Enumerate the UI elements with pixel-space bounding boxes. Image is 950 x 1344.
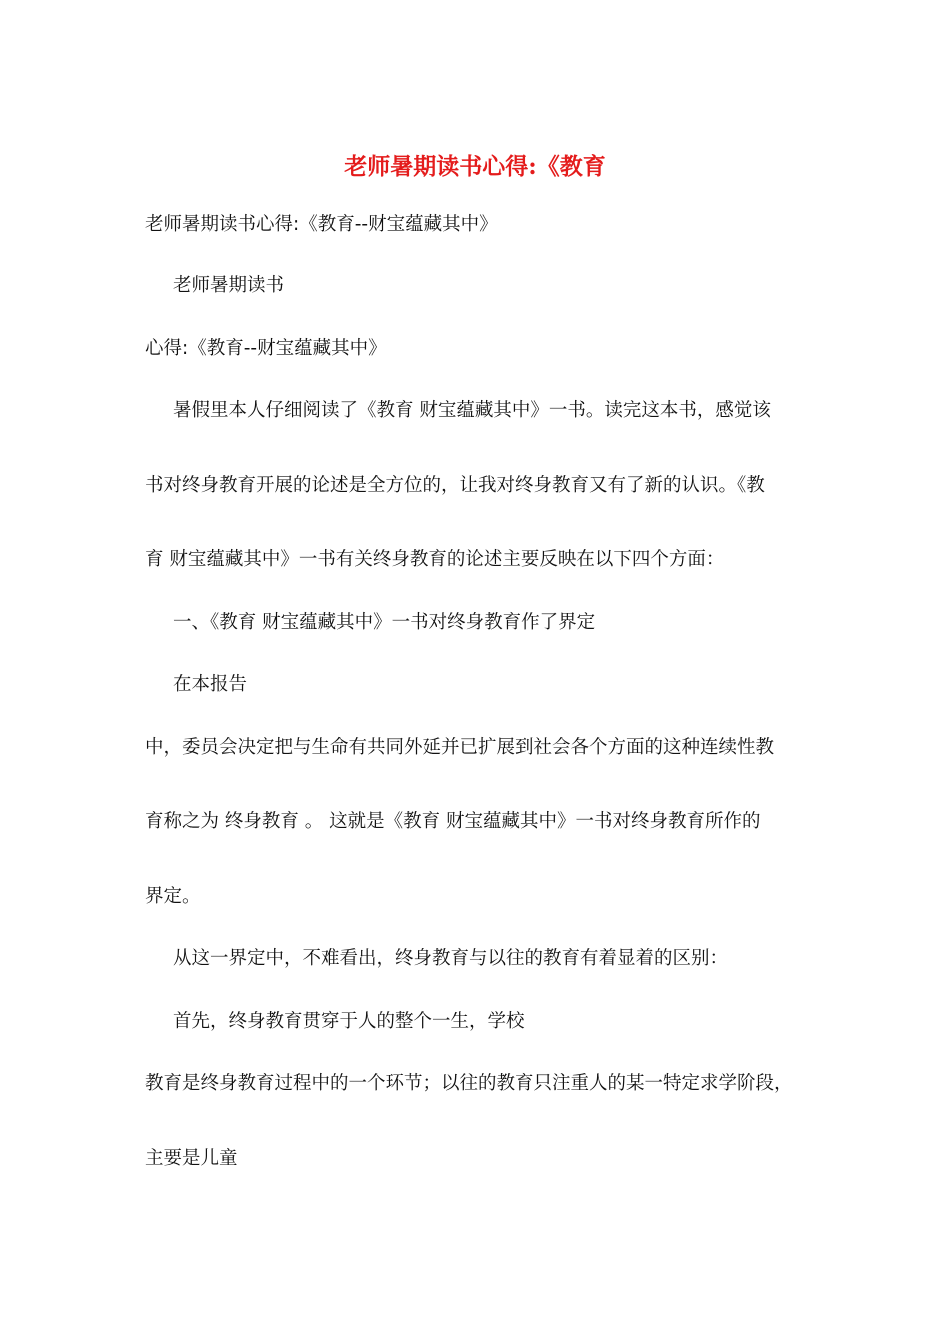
paragraph-line: 育 财宝蕴藏其中》一书有关终身教育的论述主要反映在以下四个方面： bbox=[145, 549, 725, 570]
paragraph-line: 界定。 bbox=[145, 886, 201, 907]
subtitle-line: 老师暑期读书心得:《教育--财宝蕴藏其中》 bbox=[145, 214, 498, 235]
paragraph-line: 育称之为 终身教育 。 这就是《教育 财宝蕴藏其中》一书对终身教育所作的 bbox=[145, 811, 761, 832]
paragraph-line: 老师暑期读书 bbox=[173, 275, 285, 296]
paragraph-line: 心得:《教育--财宝蕴藏其中》 bbox=[145, 338, 387, 359]
document-title: 老师暑期读书心得:《教育 bbox=[344, 153, 606, 180]
paragraph-line: 在本报告 bbox=[173, 674, 248, 695]
paragraph-line: 从这一界定中，不难看出，终身教育与以往的教育有着显着的区别： bbox=[173, 948, 729, 969]
paragraph-line: 教育是终身教育过程中的一个环节；以往的教育只注重人的某一特定求学阶段， bbox=[145, 1073, 793, 1094]
paragraph-line: 书对终身教育开展的论述是全方位的，让我对终身教育又有了新的认识。《教 bbox=[145, 475, 765, 496]
paragraph-line: 首先，终身教育贯穿于人的整个一生，学校 bbox=[173, 1011, 525, 1032]
paragraph-line: 暑假里本人仔细阅读了《教育 财宝蕴藏其中》一书。读完这本书，感觉该 bbox=[173, 400, 771, 421]
section-heading: 一、《教育 财宝蕴藏其中》一书对终身教育作了界定 bbox=[173, 612, 596, 633]
paragraph-line: 主要是儿童 bbox=[145, 1148, 238, 1169]
paragraph-line: 中，委员会决定把与生命有共同外延并已扩展到社会各个方面的这种连续性教 bbox=[145, 737, 775, 758]
